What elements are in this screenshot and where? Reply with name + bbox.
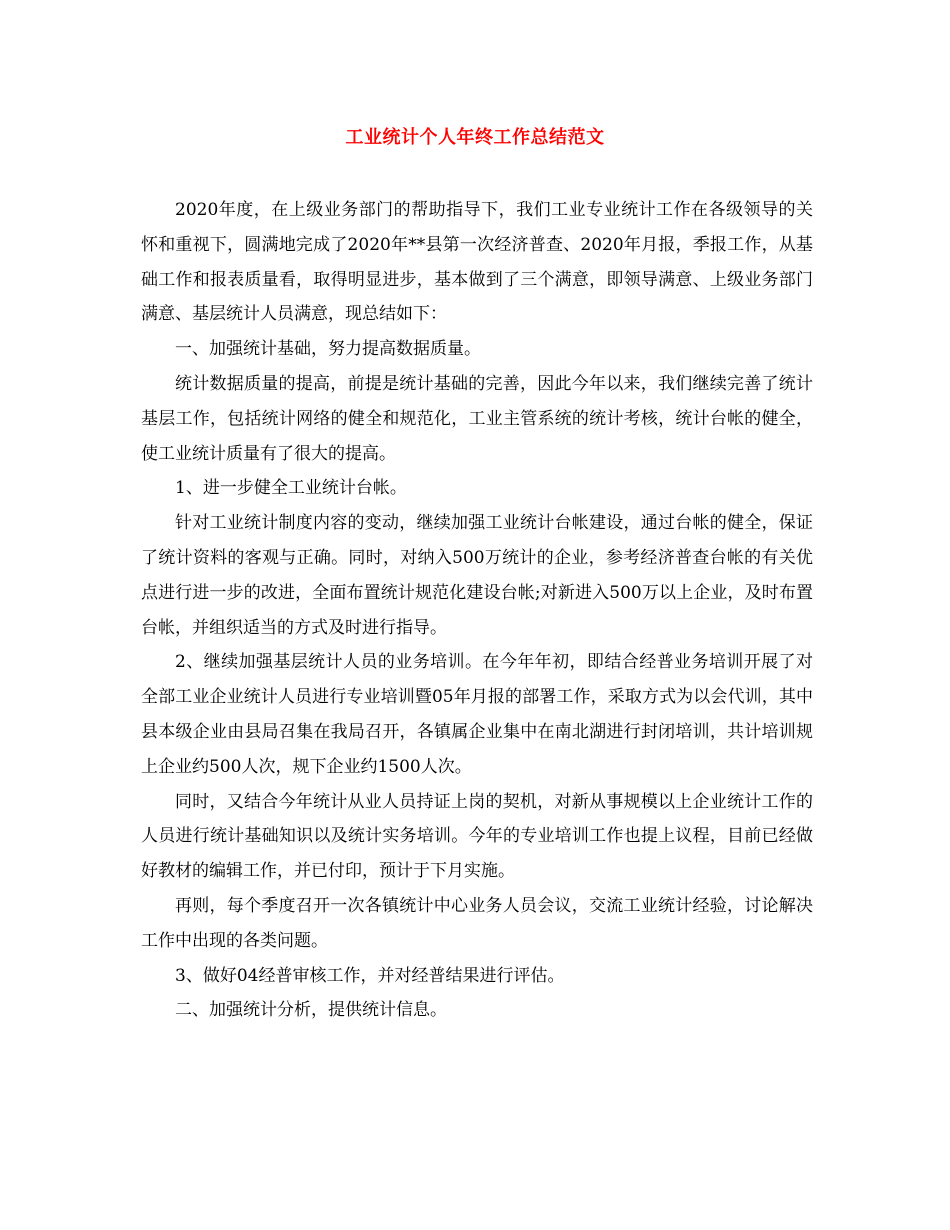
- document-body: [141, 193, 813, 1028]
- document-title: 工业统计个人年终工作总结范文: [345, 127, 605, 148]
- paragraph-intro: 2020年度，在上级业务部门的帮助指导下，我们工业专业统计工作在各级领导的关怀和重视下，圆满地完成了2020年**县第一次经济普查、2020年月报，季报工作，从基础工作和报表质量看，取得明显进步，基本做到了三个满意，即领导满意、上级业务部门满意、基层统计人员满意，现总结如下：: [141, 200, 813, 325]
- section-heading-2: 二、加强统计分析，提供统计信息。: [175, 1000, 447, 1021]
- paragraph: 再则，每个季度召开一次各镇统计中心业务人员会议，交流工业统计经验，讨论解决工作中出现的各类问题。: [141, 895, 813, 951]
- paragraph: 同时，又结合今年统计从业人员持证上岗的契机，对新从事规模以上企业统计工作的人员进行统计基础知识以及统计实务培训。今年的专业培训工作也提上议程，目前已经做好教材的编辑工作，并已付印，预计于下月实施。: [141, 791, 813, 882]
- paragraph: 统计数据质量的提高，前提是统计基础的完善，因此今年以来，我们继续完善了统计基层工作，包括统计网络的健全和规范化，工业主管系统的统计考核，统计台帐的健全，使工业统计质量有了很大的提高。: [141, 373, 813, 464]
- paragraph: 针对工业统计制度内容的变动，继续加强工业统计台帐建设，通过台帐的健全，保证了统计资料的客观与正确。同时，对纳入500万统计的企业，参考经济普查台帐的有关优点进行进一步的改进，全面布置统计规范化建设台帐;对新进入500万以上企业，及时布置台帐，并组织适当的方式及时进行指导。: [141, 513, 813, 638]
- section-heading-1: 一、加强统计基础，努力提高数据质量。: [175, 339, 481, 360]
- subsection-heading-2: 2、继续加强基层统计人员的业务培训。在今年年初，即结合经普业务培训开展了对全部工业企业统计人员进行专业培训暨05年月报的部署工作，采取方式为以会代训，其中县本级企业由县局召集在我局召开，各镇属企业集中在南北湖进行封闭培训，共计培训规上企业约500人次，规下企业约1500人次。: [141, 652, 813, 777]
- subsection-heading-3: 3、做好04经普审核工作，并对经普结果进行评估。: [175, 965, 565, 986]
- subsection-heading-1: 1、进一步健全工业统计台帐。: [175, 478, 407, 499]
